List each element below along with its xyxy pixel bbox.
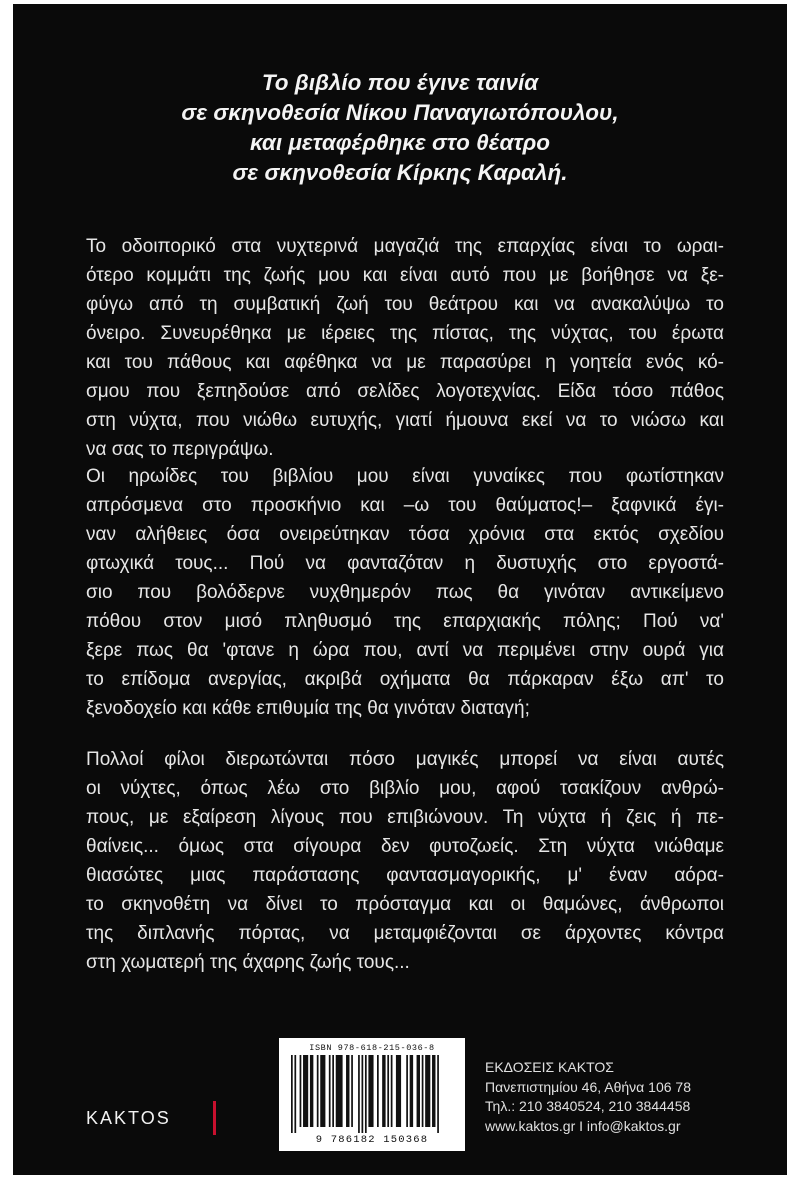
blurb-line: σμου που ξεπηδούσε από σελίδες λογοτεχνίας. Είδα τόσο πάθος xyxy=(86,381,724,402)
publisher-info xyxy=(485,1058,691,1136)
barcode-bar xyxy=(320,1055,325,1127)
tagline-line: σε σκηνοθεσία Κίρκης Καραλή. xyxy=(232,160,568,185)
barcode-bar xyxy=(432,1055,435,1127)
blurb-line: Το οδοιπορικό στα νυχτερινά μαγαζιά της επαρχίας είναι το ωραι- xyxy=(86,236,724,257)
barcode-bar xyxy=(365,1055,367,1133)
blurb-line: ναν αλήθειες όσα ονειρεύτηκαν τόσα χρόνια στα εκτός σχεδίου xyxy=(86,524,724,545)
barcode-bar xyxy=(387,1055,389,1127)
tagline-line: και μεταφέρθηκε στο θέατρο xyxy=(249,130,551,155)
blurb-line: στη χωματερή της άχαρης ζωής τους... xyxy=(86,952,410,973)
blurb-line: φύγω από τη συμβατική ζωή του θεάτρου και να ανακαλύψω το xyxy=(86,294,724,315)
blurb-line: Οι ηρωίδες του βιβλίου μου είναι γυναίκες που φωτίστηκαν xyxy=(86,466,724,487)
blurb-line: το επίδομα ανεργίας, ακριβά οχήματα θα πάρκαραν έξω απ' το xyxy=(86,669,724,690)
blurb-line: πους, με εξαίρεση λίγους που επιβιώνουν. Τη νύχτα ή ζεις ή πε- xyxy=(86,807,724,828)
blurb-line: φτωχικά τους... Πού να φανταζόταν η δυστυχής στο εργοστά- xyxy=(86,553,724,574)
barcode-bar xyxy=(377,1055,379,1127)
barcode-bar xyxy=(425,1055,430,1127)
blurb-paragraph-1 xyxy=(86,232,724,464)
barcode-bar xyxy=(362,1055,364,1133)
barcode-bar xyxy=(422,1055,424,1127)
barcode-bar xyxy=(291,1055,293,1133)
barcode-bar xyxy=(406,1055,408,1127)
blurb-line: θιασώτες μιας παράστασης φαντασμαγορικής, μ' έναν αόρα- xyxy=(86,865,724,886)
barcode-bar xyxy=(346,1055,349,1127)
tagline-line: σε σκηνοθεσία Νίκου Παναγιωτόπουλου, xyxy=(181,100,619,125)
publisher-contact: www.kaktos.gr I info@kaktos.gr xyxy=(485,1117,681,1134)
blurb-line: της διπλανής πόρτας, να μεταμφιέζονται σε άρχοντες κόντρα xyxy=(86,923,724,944)
blurb-line: όνειρο. Συνευρέθηκα με ιέρειες της πίστας, της νύχτας, του έρωτα xyxy=(86,323,724,344)
blurb-line: το σκηνοθέτη να δίνει το πρόσταγμα και οι θαμώνες, άνθρωποι xyxy=(86,894,724,915)
barcode-bar xyxy=(303,1055,308,1127)
barcode-bar xyxy=(332,1055,334,1127)
blurb-line: να σας το περιγράψω. xyxy=(86,439,274,460)
barcode-bar xyxy=(310,1055,313,1127)
barcode-bar xyxy=(396,1055,401,1127)
barcode-bar xyxy=(294,1055,296,1133)
barcode-bar xyxy=(368,1055,373,1127)
blurb-line: ξενοδοχείο και κάθε επιθυμία της θα γινόταν διαταγή; xyxy=(86,698,530,719)
barcode-bar xyxy=(417,1055,420,1127)
blurb-line: και του πάθους και αφέθηκα να με παρασύρει η γοητεία ενός κό- xyxy=(86,352,724,373)
isbn-barcode xyxy=(279,1038,465,1151)
blurb-line: θαίνεις... όμως στα σίγουρα δεν φυτοζωείς. Στη νύχτα νιώθαμε xyxy=(86,836,724,857)
barcode-bar xyxy=(300,1055,302,1127)
blurb-line: στη νύχτα, που νιώθω ευτυχής, γιατί ήμουνα εκεί να το νιώσω και xyxy=(86,410,724,431)
barcode-bar xyxy=(410,1055,413,1127)
blurb-line: Πολλοί φίλοι διερωτώνται πόσο μαγικές μπορεί να είναι αυτές xyxy=(86,749,724,770)
barcode-bar xyxy=(437,1055,439,1133)
barcode-bar xyxy=(351,1055,353,1127)
publisher-address: Πανεπιστημίου 46, Αθήνα 106 78 xyxy=(485,1078,691,1095)
ean-digits: 9 786182 150368 xyxy=(315,1134,429,1146)
publisher-phone: Τηλ.: 210 3840524, 210 3844458 xyxy=(485,1098,691,1114)
publisher-logo: KAKTOS xyxy=(86,1108,171,1128)
blurb-line: ότερο κομμάτι της ζωής μου και είναι αυτό που με βοήθησε να ξε- xyxy=(86,265,724,286)
barcode-bar xyxy=(382,1055,385,1127)
blurb-paragraph-3 xyxy=(86,745,724,977)
blurb-line: οι νύχτες, όπως λέω στο βιβλίο μου, αφού τσακίζουν ανθρώ- xyxy=(86,778,724,799)
blurb-line: πόθου στον μισό πληθυσμό της επαρχιακής πόλης; Πού να' xyxy=(86,611,724,632)
barcode-bars xyxy=(285,1055,459,1133)
logo-accent-bar xyxy=(213,1101,216,1135)
barcode-bar xyxy=(336,1055,343,1127)
barcode-bar xyxy=(358,1055,360,1133)
blurb-line: σιο που βολόδερνε νυχθημερόν πως θα γινόταν αντικείμενο xyxy=(86,582,724,603)
blurb-line: απρόσμενα στο προσκήνιο και –ω του θαύματος!– ξαφνικά έγι- xyxy=(86,495,724,516)
book-back-cover xyxy=(13,4,787,1175)
publisher-name: ΕΚΔΟΣΕΙΣ ΚΑΚΤΟΣ xyxy=(485,1059,614,1075)
tagline xyxy=(13,68,787,188)
barcode-bar xyxy=(329,1055,331,1127)
blurb-paragraph-2 xyxy=(86,462,724,723)
blurb-line: ξερε πως θα 'φτανε η ώρα που, αντί να περιμένει στην ουρά για xyxy=(86,640,724,661)
barcode-bar xyxy=(391,1055,393,1127)
tagline-line: Το βιβλίο που έγινε ταινία xyxy=(261,70,539,95)
isbn-label: ISBN 978-618-215-036-8 xyxy=(309,1043,435,1053)
barcode-bar xyxy=(317,1055,319,1127)
